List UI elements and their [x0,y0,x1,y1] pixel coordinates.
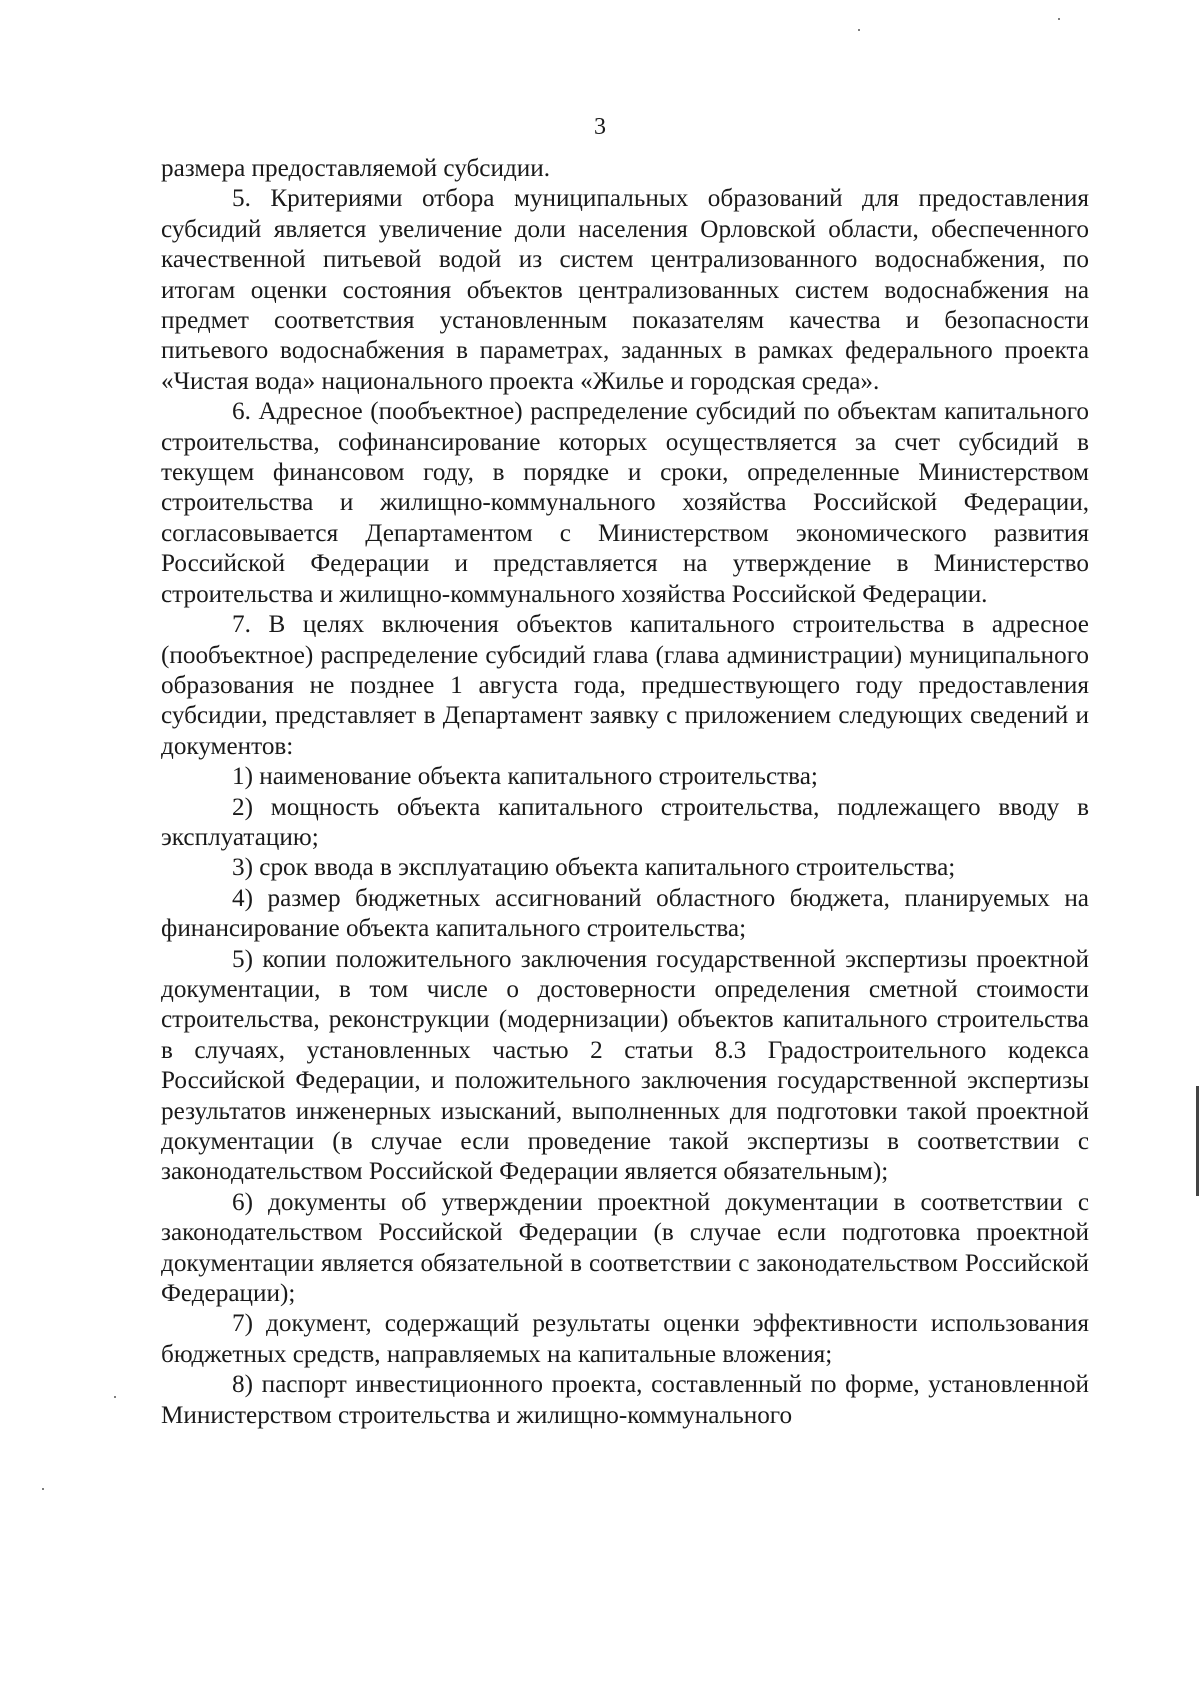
subitem-7: 7) документ, содержащий результаты оценки эффективности использования бюджетных средств, направляемых на капитальные вложения; [161,1310,1089,1368]
paragraph-continuation: размера предоставляемой субсидии. [161,155,551,182]
scan-speck [858,29,860,31]
paragraph-item-6: 6. Адресное (пообъектное) распределение субсидий по объектам капитального строительства, софинансирование которых осуществляется за счет субсидий в текущем финансовом году, в порядке и сроки, определенные Министерством строительства и жилищно-коммунального хозяйства Российской Федерации, согласовывается Департаментом с Министерством экономического развития Российской Федерации и представляется на утверждение в Министерство строительства и жилищно-коммунального хозяйства Российской Федерации. [161,398,1089,608]
page-number: 3 [594,114,606,140]
scan-edge-mark [1196,1086,1199,1196]
subitem-3: 3) срок ввода в эксплуатацию объекта капитального строительства; [232,854,956,882]
document-body [161,154,1089,1431]
subitem-2: 2) мощность объекта капитального строительства, подлежащего вводу в эксплуатацию; [161,793,1089,851]
subitem-1: 1) наименование объекта капитального строительства; [232,763,818,791]
subitem-5: 5) копии положительного заключения государственной экспертизы проектной документации, в том числе о достоверности определения сметной стоимости строительства, реконструкции (модернизации) объектов капитального строительства в случаях, установленных частью 2 статьи 8.3 Градостроительного кодекса Российской Федерации, и положительного заключения государственной экспертизы результатов инженерных изысканий, выполненных для подготовки такой проектной документации (в случае если проведение такой экспертизы в соответствии с законодательством Российской Федерации является обязательным); [161,945,1089,1186]
subitem-4: 4) размер бюджетных ассигнований областного бюджета, планируемых на финансирование объекта капитального строительства; [161,884,1089,943]
paragraph-item-7: 7. В целях включения объектов капитального строительства в адресное (пообъектное) распределение субсидий глава (глава администрации) муниципального образования не позднее 1 августа года, предшествующего году предоставления субсидии, представляет в Департамент заявку с приложением следующих сведений и документов: [161,611,1089,760]
scan-speck [1058,18,1060,20]
scan-speck [114,1396,116,1398]
scan-speck [42,1488,44,1490]
paragraph-item-5: 5. Критериями отбора муниципальных образований для предоставления субсидий является увеличение доли населения Орловской области, обеспеченного качественной питьевой водой из систем централизованного водоснабжения, по итогам оценки состояния объектов централизованных систем водоснабжения на предмет соответствия установленным показателям качества и безопасности питьевого водоснабжения в параметрах, заданных в рамках федерального проекта «Чистая вода» национального проекта «Жилье и городская среда». [161,185,1089,395]
subitem-8: 8) паспорт инвестиционного проекта, составленный по форме, установленной Министерством строительства и жилищно-коммунального [161,1371,1089,1429]
subitem-6: 6) документы об утверждении проектной документации в соответствии с законодательством Российской Федерации (в случае если подготовка проектной документации является обязательной в соответствии с законодательством Российской Федерации); [161,1188,1089,1308]
